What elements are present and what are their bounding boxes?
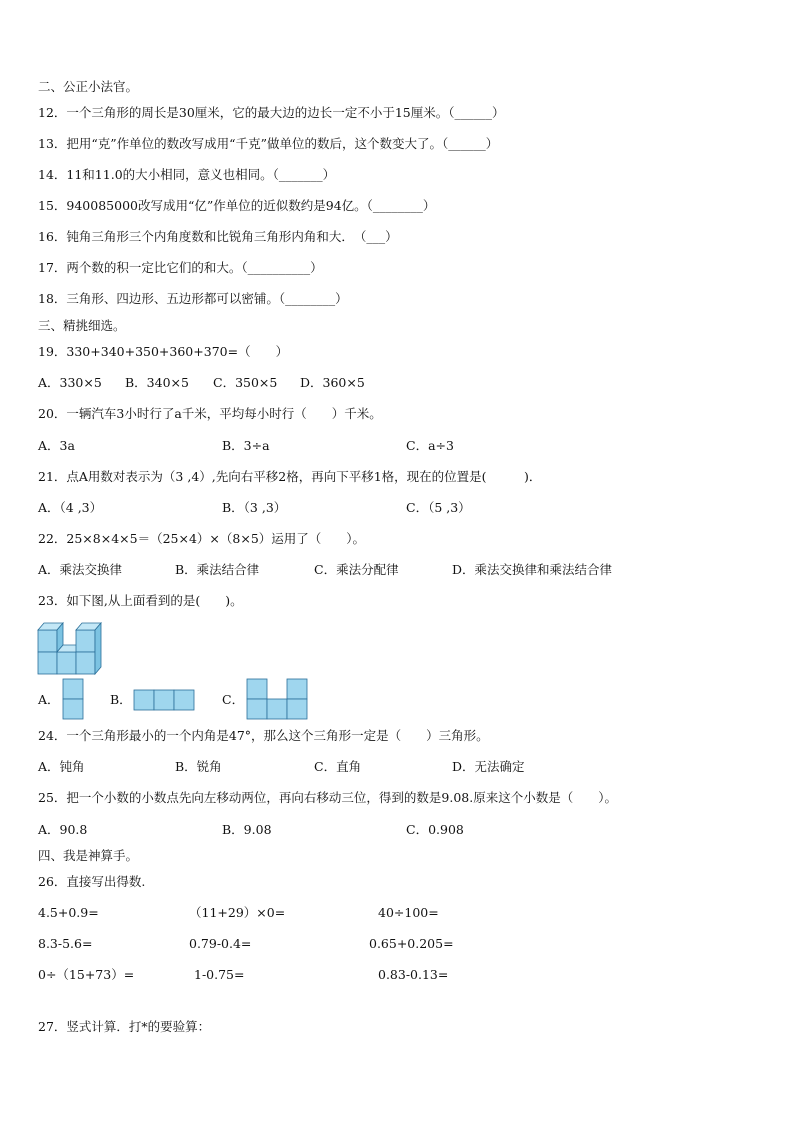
option-b: B． bbox=[110, 692, 132, 707]
question-24: 24．一个三角形最小的一个内角是47°，那么这个三角形一定是（ ）三角形。 bbox=[38, 728, 489, 743]
calc-item: 0.79-0.4= bbox=[189, 936, 252, 951]
calc-item: 0.83-0.13= bbox=[378, 967, 449, 982]
calc-item: （11+29）×0= bbox=[189, 905, 286, 920]
section-title-multiple-choice: 三、精挑细选。 bbox=[38, 318, 126, 333]
question-25: 25．把一个小数的小数点先向左移动两位，再向右移动三位，得到的数是9.08.原来这个小数是（ ）。 bbox=[38, 790, 617, 805]
option-a: A．330×5 bbox=[38, 375, 102, 390]
option-b: B．（3 ,3） bbox=[222, 500, 287, 515]
option-a: A． bbox=[38, 692, 60, 707]
question-19: 19．330+340+350+360+370=（ ） bbox=[38, 344, 289, 359]
question-17: 17．两个数的积一定比它们的和大。（__________） bbox=[38, 260, 323, 275]
calc-item: 40÷100= bbox=[378, 905, 439, 920]
option-b-figure bbox=[133, 689, 195, 711]
question-22: 22．25×8×4×5＝（25×4）×（8×5）运用了（ ）。 bbox=[38, 531, 366, 546]
calc-item: 8.3-5.6= bbox=[38, 936, 93, 951]
question-14: 14．11和11.0的大小相同，意义也相同。（_______） bbox=[38, 167, 336, 182]
option-a: A．90.8 bbox=[38, 822, 88, 837]
option-c: C．（5 ,3） bbox=[406, 500, 471, 515]
question-23: 23．如下图,从上面看到的是( )。 bbox=[38, 593, 243, 608]
section-title-judgement: 二、公正小法官。 bbox=[38, 79, 139, 94]
question-13: 13．把用“克”作单位的数改写成用“千克”做单位的数后，这个数变大了。（______） bbox=[38, 136, 499, 151]
option-c: C．350×5 bbox=[213, 375, 278, 390]
question-12: 12．一个三角形的周长是30厘米，它的最大边的边长一定不小于15厘米。（______） bbox=[38, 105, 505, 120]
question-18: 18．三角形、四边形、五边形都可以密铺。（________） bbox=[38, 291, 348, 306]
option-a: A．3a bbox=[38, 438, 75, 453]
option-c-figure bbox=[246, 678, 308, 720]
question-16: 16．钝角三角形三个内角度数和比锐角三角形内角和大． （___） bbox=[38, 229, 398, 244]
section-title-calculation: 四、我是神算手。 bbox=[38, 848, 139, 863]
question-26: 26．直接写出得数. bbox=[38, 874, 146, 889]
option-d: D．360×5 bbox=[300, 375, 365, 390]
option-b: B．9.08 bbox=[222, 822, 272, 837]
option-b: B．340×5 bbox=[125, 375, 189, 390]
option-c: C．a÷3 bbox=[406, 438, 454, 453]
question-21: 21．点A用数对表示为（3 ,4）,先向右平移2格，再向下平移1格，现在的位置是( )． bbox=[38, 469, 542, 484]
cube-stack-figure bbox=[36, 620, 108, 676]
option-a: A．钝角 bbox=[38, 759, 85, 774]
option-c: C．直角 bbox=[314, 759, 362, 774]
option-b: B．乘法结合律 bbox=[175, 562, 260, 577]
option-a: A．乘法交换律 bbox=[38, 562, 123, 577]
option-c: C． bbox=[222, 692, 245, 707]
calc-item: 1-0.75= bbox=[194, 967, 245, 982]
option-b: B．锐角 bbox=[175, 759, 222, 774]
question-27: 27．竖式计算．打*的要验算： bbox=[38, 1019, 211, 1034]
option-a: A．（4 ,3） bbox=[38, 500, 103, 515]
calc-item: 0÷（15+73）= bbox=[38, 967, 135, 982]
question-15: 15．940085000改写成用“亿”作单位的近似数约是94亿。（________） bbox=[38, 198, 436, 213]
calc-item: 4.5+0.9= bbox=[38, 905, 99, 920]
question-20: 20．一辆汽车3小时行了a千米，平均每小时行（ ）千米。 bbox=[38, 406, 382, 421]
option-a-figure bbox=[62, 678, 84, 720]
option-c: C．0.908 bbox=[406, 822, 464, 837]
option-c: C．乘法分配律 bbox=[314, 562, 399, 577]
option-d: D．无法确定 bbox=[452, 759, 525, 774]
calc-item: 0.65+0.205= bbox=[369, 936, 454, 951]
option-d: D．乘法交换律和乘法结合律 bbox=[452, 562, 613, 577]
option-b: B．3÷a bbox=[222, 438, 270, 453]
